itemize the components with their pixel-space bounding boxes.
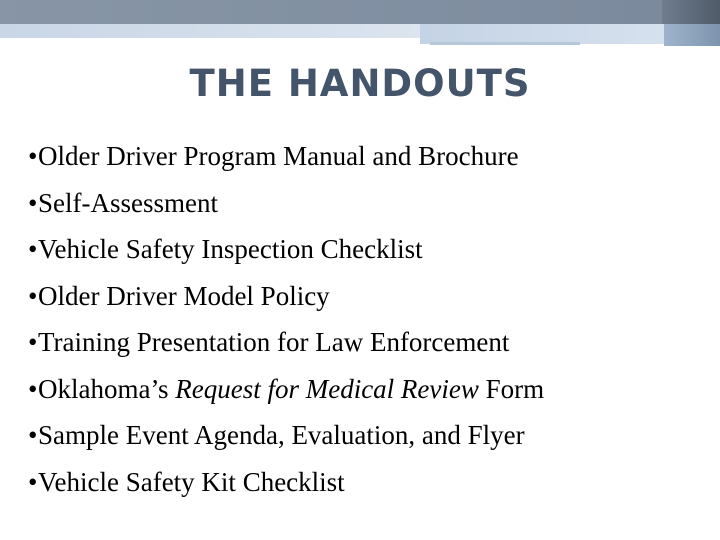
- list-item-text-suffix: Form: [478, 373, 545, 404]
- list-item: [28, 276, 544, 323]
- bullet-icon: •: [28, 327, 38, 357]
- header-band-left: [0, 24, 420, 38]
- bullet-icon: •: [28, 466, 38, 497]
- bullet-icon: •: [28, 234, 38, 264]
- bullet-icon: •: [28, 187, 38, 218]
- header-band-accent: [664, 24, 720, 46]
- list-item: [28, 369, 544, 416]
- list-item: [28, 322, 544, 369]
- bullet-icon: •: [28, 420, 38, 450]
- list-item: [28, 229, 544, 276]
- list-item: [28, 183, 544, 230]
- bullet-icon: •: [28, 373, 38, 404]
- list-item-text-prefix: Oklahoma’s: [38, 373, 176, 404]
- slide-title: THE HANDOUTS: [189, 62, 531, 105]
- list-item: [28, 136, 544, 183]
- header-bar-accent: [662, 0, 720, 24]
- list-item-text: Sample Event Agenda, Evaluation, and Flyer: [38, 420, 525, 450]
- bullet-icon: •: [28, 280, 38, 311]
- header-bar: [0, 0, 720, 24]
- list-item-text-italic: Request for Medical Review: [175, 373, 479, 404]
- list-item-text: Self-Assessment: [38, 187, 218, 218]
- list-item: [28, 415, 544, 462]
- list-item-text: Older Driver Model Policy: [38, 280, 330, 311]
- list-item-text: Vehicle Safety Inspection Checklist: [38, 234, 423, 264]
- handout-list: [28, 136, 544, 508]
- list-item-text: Vehicle Safety Kit Checklist: [38, 466, 345, 497]
- list-item-text: Older Driver Program Manual and Brochure: [38, 141, 519, 171]
- list-item: [28, 462, 544, 509]
- header-band-right: [420, 24, 664, 44]
- bullet-icon: •: [28, 141, 38, 171]
- list-item-text: Training Presentation for Law Enforcement: [38, 327, 510, 357]
- header-divider: [430, 42, 580, 45]
